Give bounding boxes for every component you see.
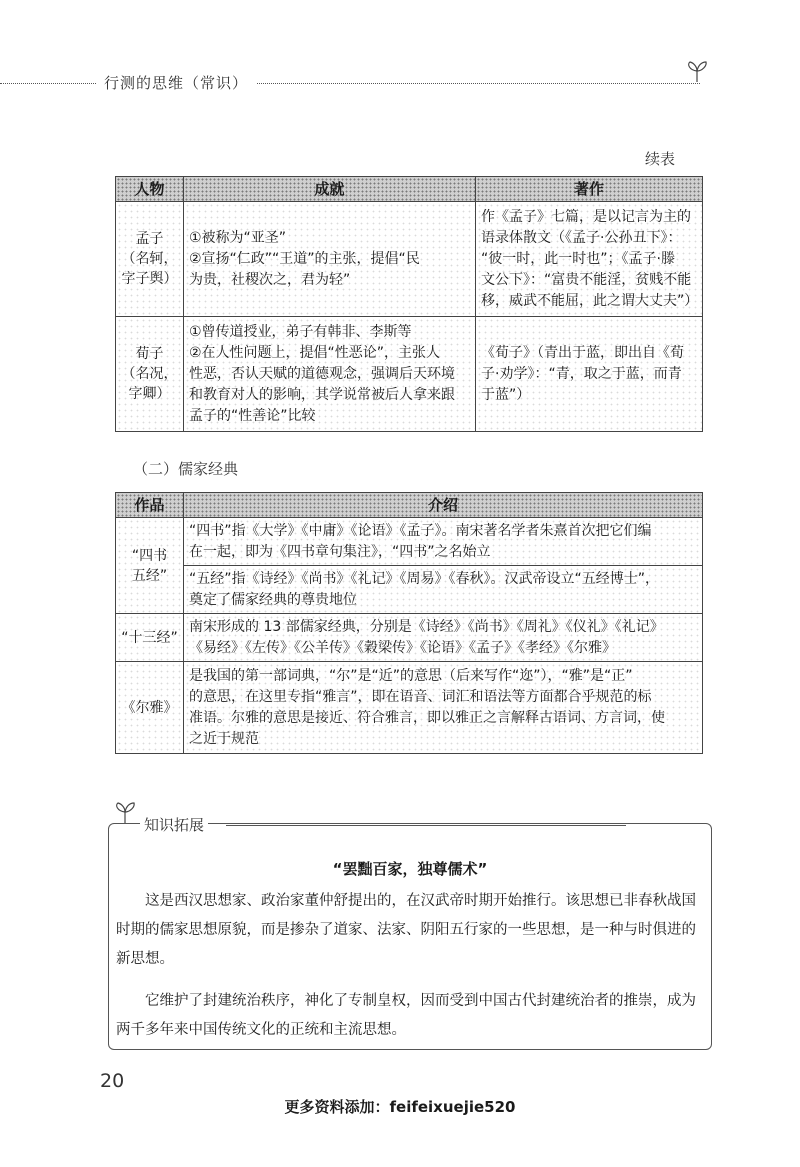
knowledge-paragraph: 这是西汉思想家、政治家董仲舒提出的，在汉武帝时期开始推行。该思想已非春秋战国时期的儒家思想原貌，而是掺杂了道家、法家、阴阳五行家的一些思想，是一种与时俱进的新思想。: [116, 893, 696, 967]
section-title: （二）儒家经典: [133, 460, 239, 478]
table-row: [116, 202, 703, 317]
column-header: 作品: [116, 493, 184, 518]
knowledge-box-label: 知识拓展: [140, 814, 208, 835]
confucian-figures-table: [115, 176, 703, 432]
intro-cell: 是我国的第一部词典，“尔”是“近”的意思（后来写作“迩”），“雅”是“正” 的意思，在这里专指“雅言”，即在语音、词汇和语法等方面都合乎规范的标 准语。尔雅的意思是接近、符合雅言，即以雅正之言解释古语词、方言词，使 之近于规范: [184, 662, 703, 754]
table-row: [116, 662, 703, 754]
footer-contact-text: 更多资料添加：feifeixuejie520: [284, 1098, 516, 1116]
column-header: 介绍: [184, 493, 703, 518]
works-cell: 作《孟子》七篇，是以记言为主的 语录体散文（《孟子·公孙丑下》： “彼一时，此一时也”；《孟子·滕 文公下》：“富贵不能淫，贫贱不能 移，威武不能屈，此之谓大丈夫”）: [476, 202, 703, 317]
knowledge-box-rule: [226, 825, 626, 826]
works-cell: 《荀子》（青出于蓝，即出自《荀 子·劝学》：“青，取之于蓝，而青 于蓝”）: [476, 317, 703, 432]
sprout-icon: [112, 799, 138, 825]
knowledge-heading: “罢黜百家，独尊儒术”: [332, 860, 488, 878]
page-number: 20: [100, 1070, 125, 1092]
work-name-cell: 《尔雅》: [116, 662, 184, 754]
sprout-icon: [684, 58, 710, 84]
work-name-cell: “十三经”: [116, 614, 184, 662]
table-row: [116, 518, 703, 566]
figure-name-cell: 荀子 （名况， 字卿）: [116, 317, 184, 432]
column-header: 人物: [116, 177, 184, 202]
work-name-cell: “四书 五经”: [116, 518, 184, 614]
figure-name-cell: 孟子 （名轲， 字子舆）: [116, 202, 184, 317]
intro-cell: “四书”指《大学》《中庸》《论语》《孟子》。南宋著名学者朱熹首次把它们编 在一起，即为《四书章句集注》，“四书”之名始立: [184, 518, 703, 566]
table-row: [116, 566, 703, 614]
confucian-classics-table: [115, 492, 703, 754]
table-header-row: [116, 493, 703, 518]
table-row: [116, 317, 703, 432]
intro-cell: 南宋形成的 13 部儒家经典，分别是《诗经》《尚书》《周礼》《仪礼》《礼记》 《易经》《左传》《公羊传》《穀梁传》《论语》《孟子》《孝经》《尔雅》: [184, 614, 703, 662]
running-header-title: 行测的思维（常识）: [96, 72, 256, 93]
continued-table-label: 续表: [645, 150, 676, 168]
table-header-row: [116, 177, 703, 202]
knowledge-paragraph: 它维护了封建统治秩序，神化了专制皇权，因而受到中国古代封建统治者的推崇，成为两千多年来中国传统文化的正统和主流思想。: [116, 993, 696, 1038]
table-row: [116, 614, 703, 662]
intro-cell: “五经”指《诗经》《尚书》《礼记》《周易》《春秋》。汉武帝设立“五经博士”， 奠定了儒家经典的尊贵地位: [184, 566, 703, 614]
achievement-cell: ①曾传道授业，弟子有韩非、李斯等 ②在人性问题上，提倡“性恶论”，主张人 性恶，否认天赋的道德观念，强调后天环境 和教育对人的影响，其学说常被后人拿来跟 孟子的“性善论”比较: [184, 317, 476, 432]
column-header: 成就: [184, 177, 476, 202]
column-header: 著作: [476, 177, 703, 202]
achievement-cell: ①被称为“亚圣” ②宣扬“仁政”“王道”的主张，提倡“民 为贵，社稷次之，君为轻”: [184, 202, 476, 317]
